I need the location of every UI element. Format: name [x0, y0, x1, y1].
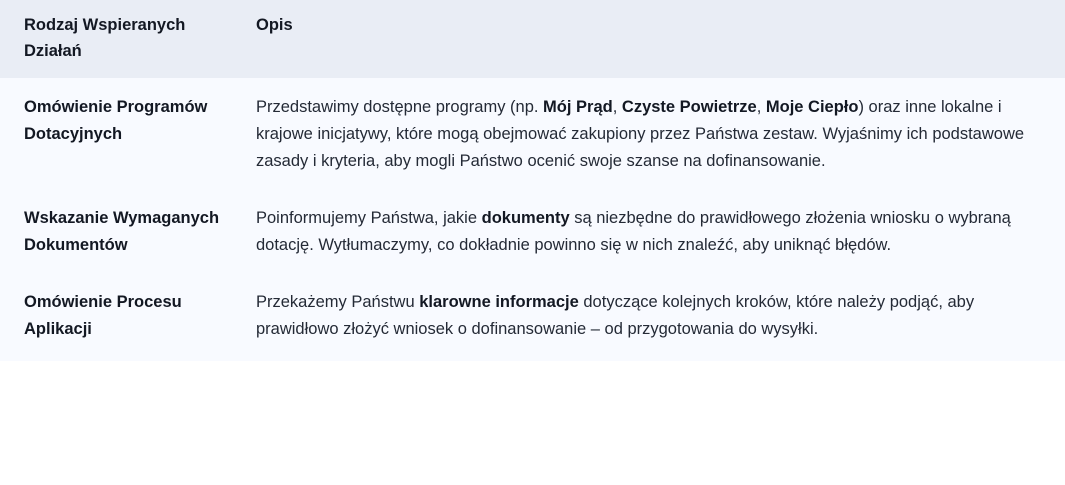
row-description: Przekażemy Państwu klarowne informacje dotyczące kolejnych kroków, które należy podjąć, aby prawidłowo złożyć wniosek o dofinansowanie – od przygotowania do wysyłki.: [232, 273, 1065, 361]
row-description: Poinformujemy Państwa, jakie dokumenty są niezbędne do prawidłowego złożenia wniosku o wybraną dotację. Wytłumaczymy, co dokładnie powinno się w nich znaleźć, aby uniknąć błędów.: [232, 189, 1065, 273]
row-kind: Omówienie Procesu Aplikacji: [0, 273, 232, 361]
row-kind: Wskazanie Wymaganych Dokumentów: [0, 189, 232, 273]
table-body: [0, 78, 1065, 361]
table-row: [0, 189, 1065, 273]
table-row: [0, 273, 1065, 361]
table-header: [0, 0, 1065, 78]
table-row: [0, 78, 1065, 189]
row-kind: Omówienie Programów Dotacyjnych: [0, 78, 232, 189]
row-description: Przedstawimy dostępne programy (np. Mój Prąd, Czyste Powietrze, Moje Ciepło) oraz inne lokalne i krajowe inicjatywy, które mogą obejmować zakupiony przez Państwa zestaw. Wyjaśnimy ich podstawowe zasady i kryteria, aby mogli Państwo ocenić swoje szanse na dofinansowanie.: [232, 78, 1065, 189]
table-header-row: [0, 0, 1065, 78]
column-header-kind: Rodzaj Wspieranych Działań: [0, 0, 232, 78]
column-header-description: Opis: [232, 0, 1065, 78]
